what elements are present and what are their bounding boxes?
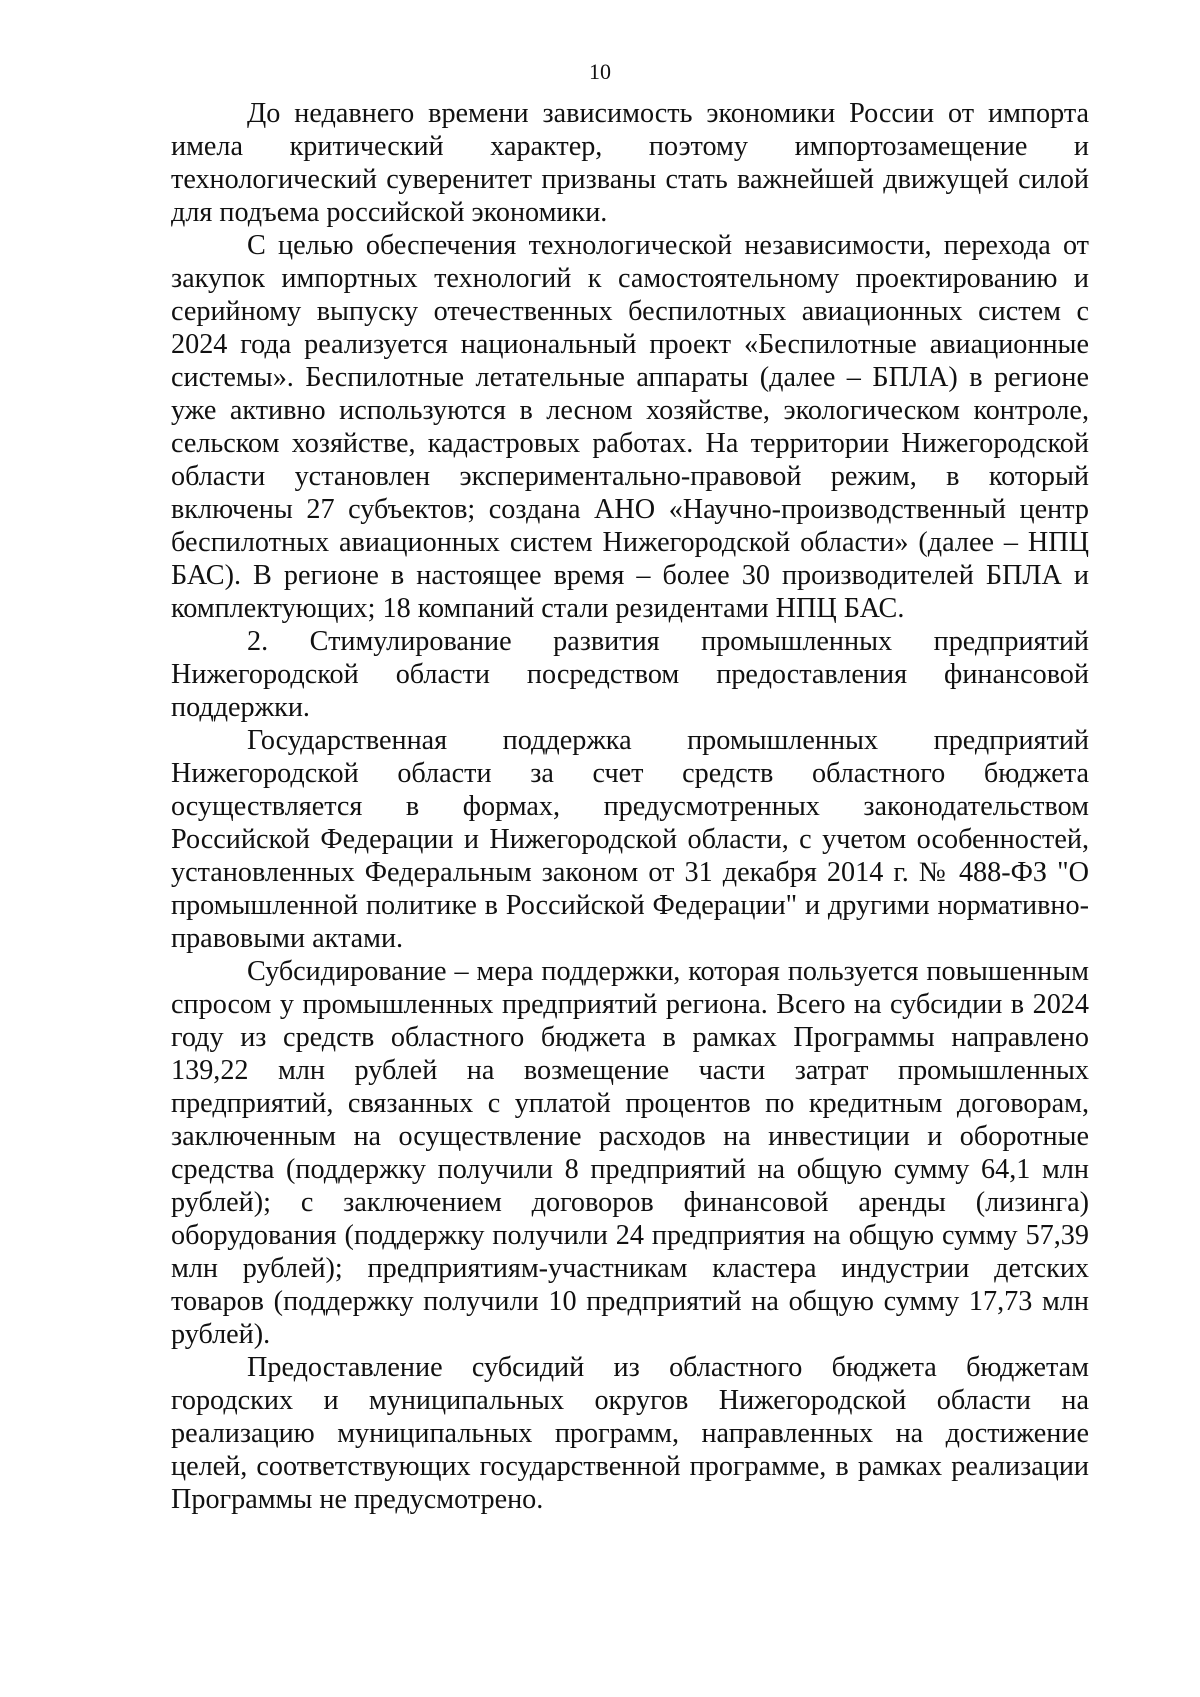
page-number: 10	[589, 59, 611, 84]
paragraph-municipal-subsidies: Предоставление субсидий из областного бюджета бюджетам городских и муниципальных округов Нижегородской области на реализацию муниципальных программ, направленных на достижение целей, соответствующих государственной программе, в рамках реализации Программы не предусмотрено.	[171, 1352, 1089, 1515]
paragraph-drone-systems: С целью обеспечения технологической независимости, перехода от закупок импортных технологий к самостоятельному проектированию и серийному выпуску отечественных беспилотных авиационных систем с 2024 года реализуется национальный проект «Беспилотные авиационные системы». Беспилотные летательные аппараты (далее – БПЛА) в регионе уже активно используются в лесном хозяйстве, экологическом контроле, сельском хозяйстве, кадастровых работах. На территории Нижегородской области установлен экспериментально-правовой режим, в который включены 27 субъектов; создана АНО «Научно-производственный центр беспилотных авиационных систем Нижегородской области» (далее – НПЦ БАС). В регионе в настоящее время – более 30 производителей БПЛА и комплектующих; 18 компаний стали резидентами НПЦ БАС.	[171, 230, 1089, 624]
paragraph-state-support: Государственная поддержка промышленных предприятий Нижегородской области за счет средств областного бюджета осуществляется в формах, предусмотренных законодательством Российской Федерации и Нижегородской области, с учетом особенностей, установленных Федеральным законом от 31 декабря 2014 г. № 488-ФЗ "О промышленной политике в Российской Федерации" и другими нормативно-правовыми актами.	[171, 725, 1089, 954]
paragraph-import-dependence: До недавнего времени зависимость экономики России от импорта имела критический характер, поэтому импортозамещение и технологический суверенитет призваны стать важнейшей движущей силой для подъема российской экономики.	[171, 98, 1089, 228]
document-body	[171, 97, 1089, 1516]
paragraph-section-2-heading: 2. Стимулирование развития промышленных предприятий Нижегородской области посредством предоставления финансовой поддержки.	[171, 626, 1089, 723]
paragraph-subsidies: Субсидирование – мера поддержки, которая пользуется повышенным спросом у промышленных предприятий региона. Всего на субсидии в 2024 году из средств областного бюджета в рамках Программы направлено 139,22 млн рублей на возмещение части затрат промышленных предприятий, связанных с уплатой процентов по кредитным договорам, заключенным на осуществление расходов на инвестиции и оборотные средства (поддержку получили 8 предприятий на общую сумму 64,1 млн рублей); с заключением договоров финансовой аренды (лизинга) оборудования (поддержку получили 24 предприятия на общую сумму 57,39 млн рублей); предприятиям-участникам кластера индустрии детских товаров (поддержку получили 10 предприятий на общую сумму 17,73 млн рублей).	[171, 956, 1089, 1350]
